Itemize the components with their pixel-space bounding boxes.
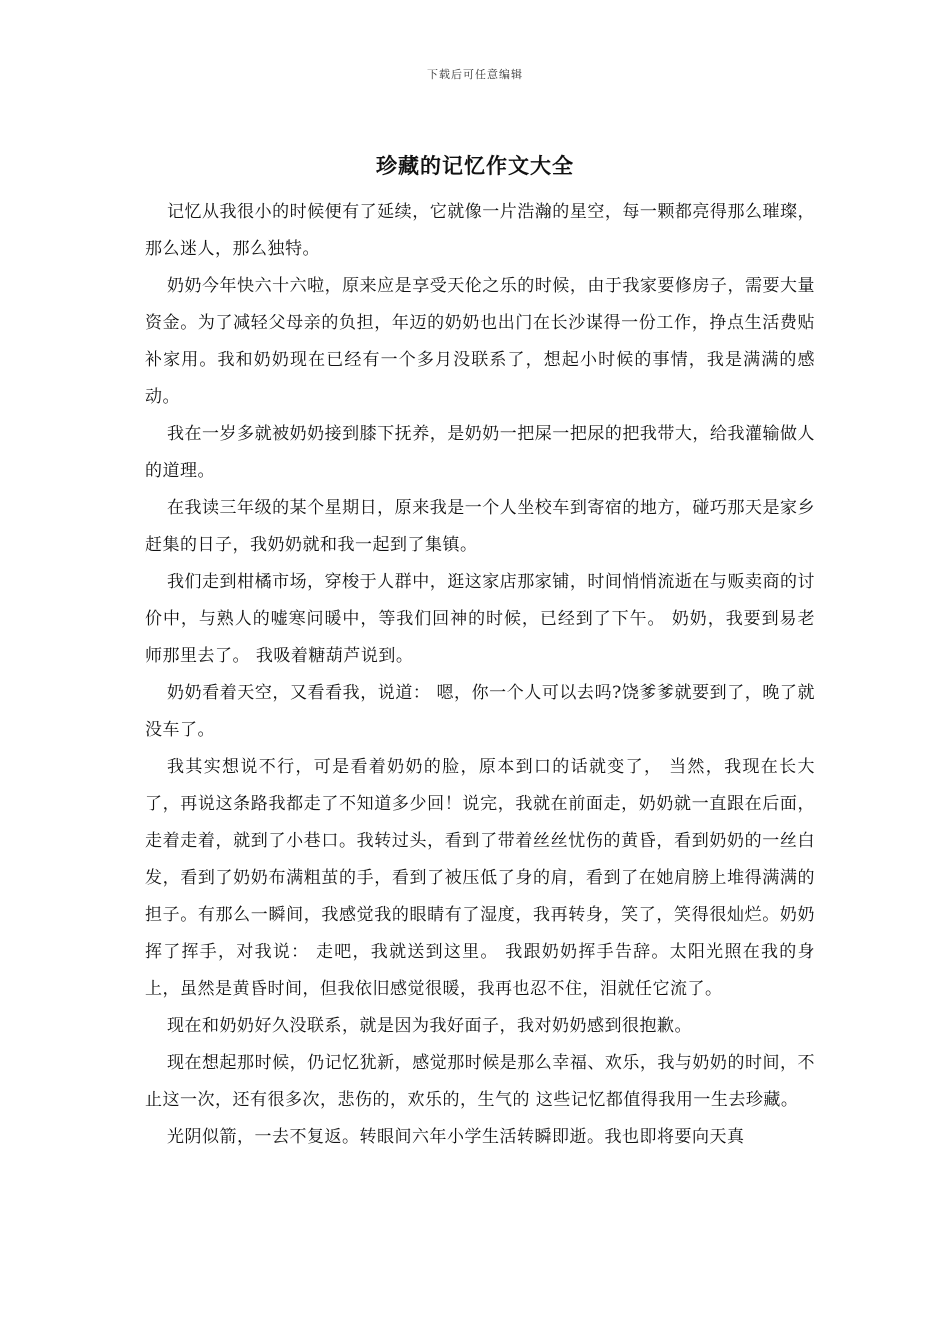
essay-body: [145, 194, 815, 1156]
paragraph: 奶奶今年快六十六啦，原来应是享受天伦之乐的时候，由于我家要修房子，需要大量资金。为了减轻父母亲的负担，年迈的奶奶也出门在长沙谋得一份工作，挣点生活费贴补家用。我和奶奶现在已经有一个多月没联系了，想起小时候的事情，我是满满的感动。: [145, 276, 815, 407]
paragraph: 我其实想说不行，可是看着奶奶的脸，原本到口的话就变了， 当然，我现在长大了，再说这条路我都走了不知道多少回！说完，我就在前面走，奶奶就一直跟在后面，走着走着，就到了小巷口。我转过头，看到了带着丝丝忧伤的黄昏，看到奶奶的一丝白发，看到了奶奶布满粗茧的手，看到了被压低了身的肩，看到了在她肩膀上堆得满满的担子。有那么一瞬间，我感觉我的眼睛有了湿度，我再转身，笑了，笑得很灿烂。奶奶挥了挥手，对我说： 走吧，我就送到这里。 我跟奶奶挥手告辞。太阳光照在我的身上，虽然是黄昏时间，但我依旧感觉很暖，我再也忍不住，泪就任它流了。: [145, 757, 815, 999]
paragraph: 我们走到柑橘市场，穿梭于人群中，逛这家店那家铺，时间悄悄流逝在与贩卖商的讨价中，与熟人的嘘寒问暖中，等我们回神的时候，已经到了下午。 奶奶，我要到易老师那里去了。 我吸着糖葫芦说到。: [145, 572, 815, 666]
paragraph: 我在一岁多就被奶奶接到膝下抚养，是奶奶一把屎一把尿的把我带大，给我灌输做人的道理。: [145, 424, 815, 481]
page-title: 珍藏的记忆作文大全: [376, 153, 574, 178]
paragraph: 在我读三年级的某个星期日，原来我是一个人坐校车到寄宿的地方，碰巧那天是家乡赶集的日子，我奶奶就和我一起到了集镇。: [145, 498, 815, 555]
paragraph: 奶奶看着天空，又看看我，说道： 嗯，你一个人可以去吗?饶爹爹就要到了，晚了就没车了。: [145, 683, 815, 740]
paragraph: 光阴似箭，一去不复返。转眼间六年小学生活转瞬即逝。我也即将要向天真: [167, 1127, 745, 1147]
paragraph: 现在想起那时候，仍记忆犹新，感觉那时候是那么幸福、欢乐，我与奶奶的时间，不止这一次，还有很多次，悲伤的，欢乐的，生气的 这些记忆都值得我用一生去珍藏。: [145, 1053, 815, 1110]
paragraph: 现在和奶奶好久没联系，就是因为我好面子，我对奶奶感到很抱歉。: [167, 1016, 692, 1036]
paragraph: 记忆从我很小的时候便有了延续，它就像一片浩瀚的星空，每一颗都亮得那么璀璨，那么迷人，那么独特。: [145, 202, 815, 259]
header-note: 下载后可任意编辑: [427, 68, 523, 81]
